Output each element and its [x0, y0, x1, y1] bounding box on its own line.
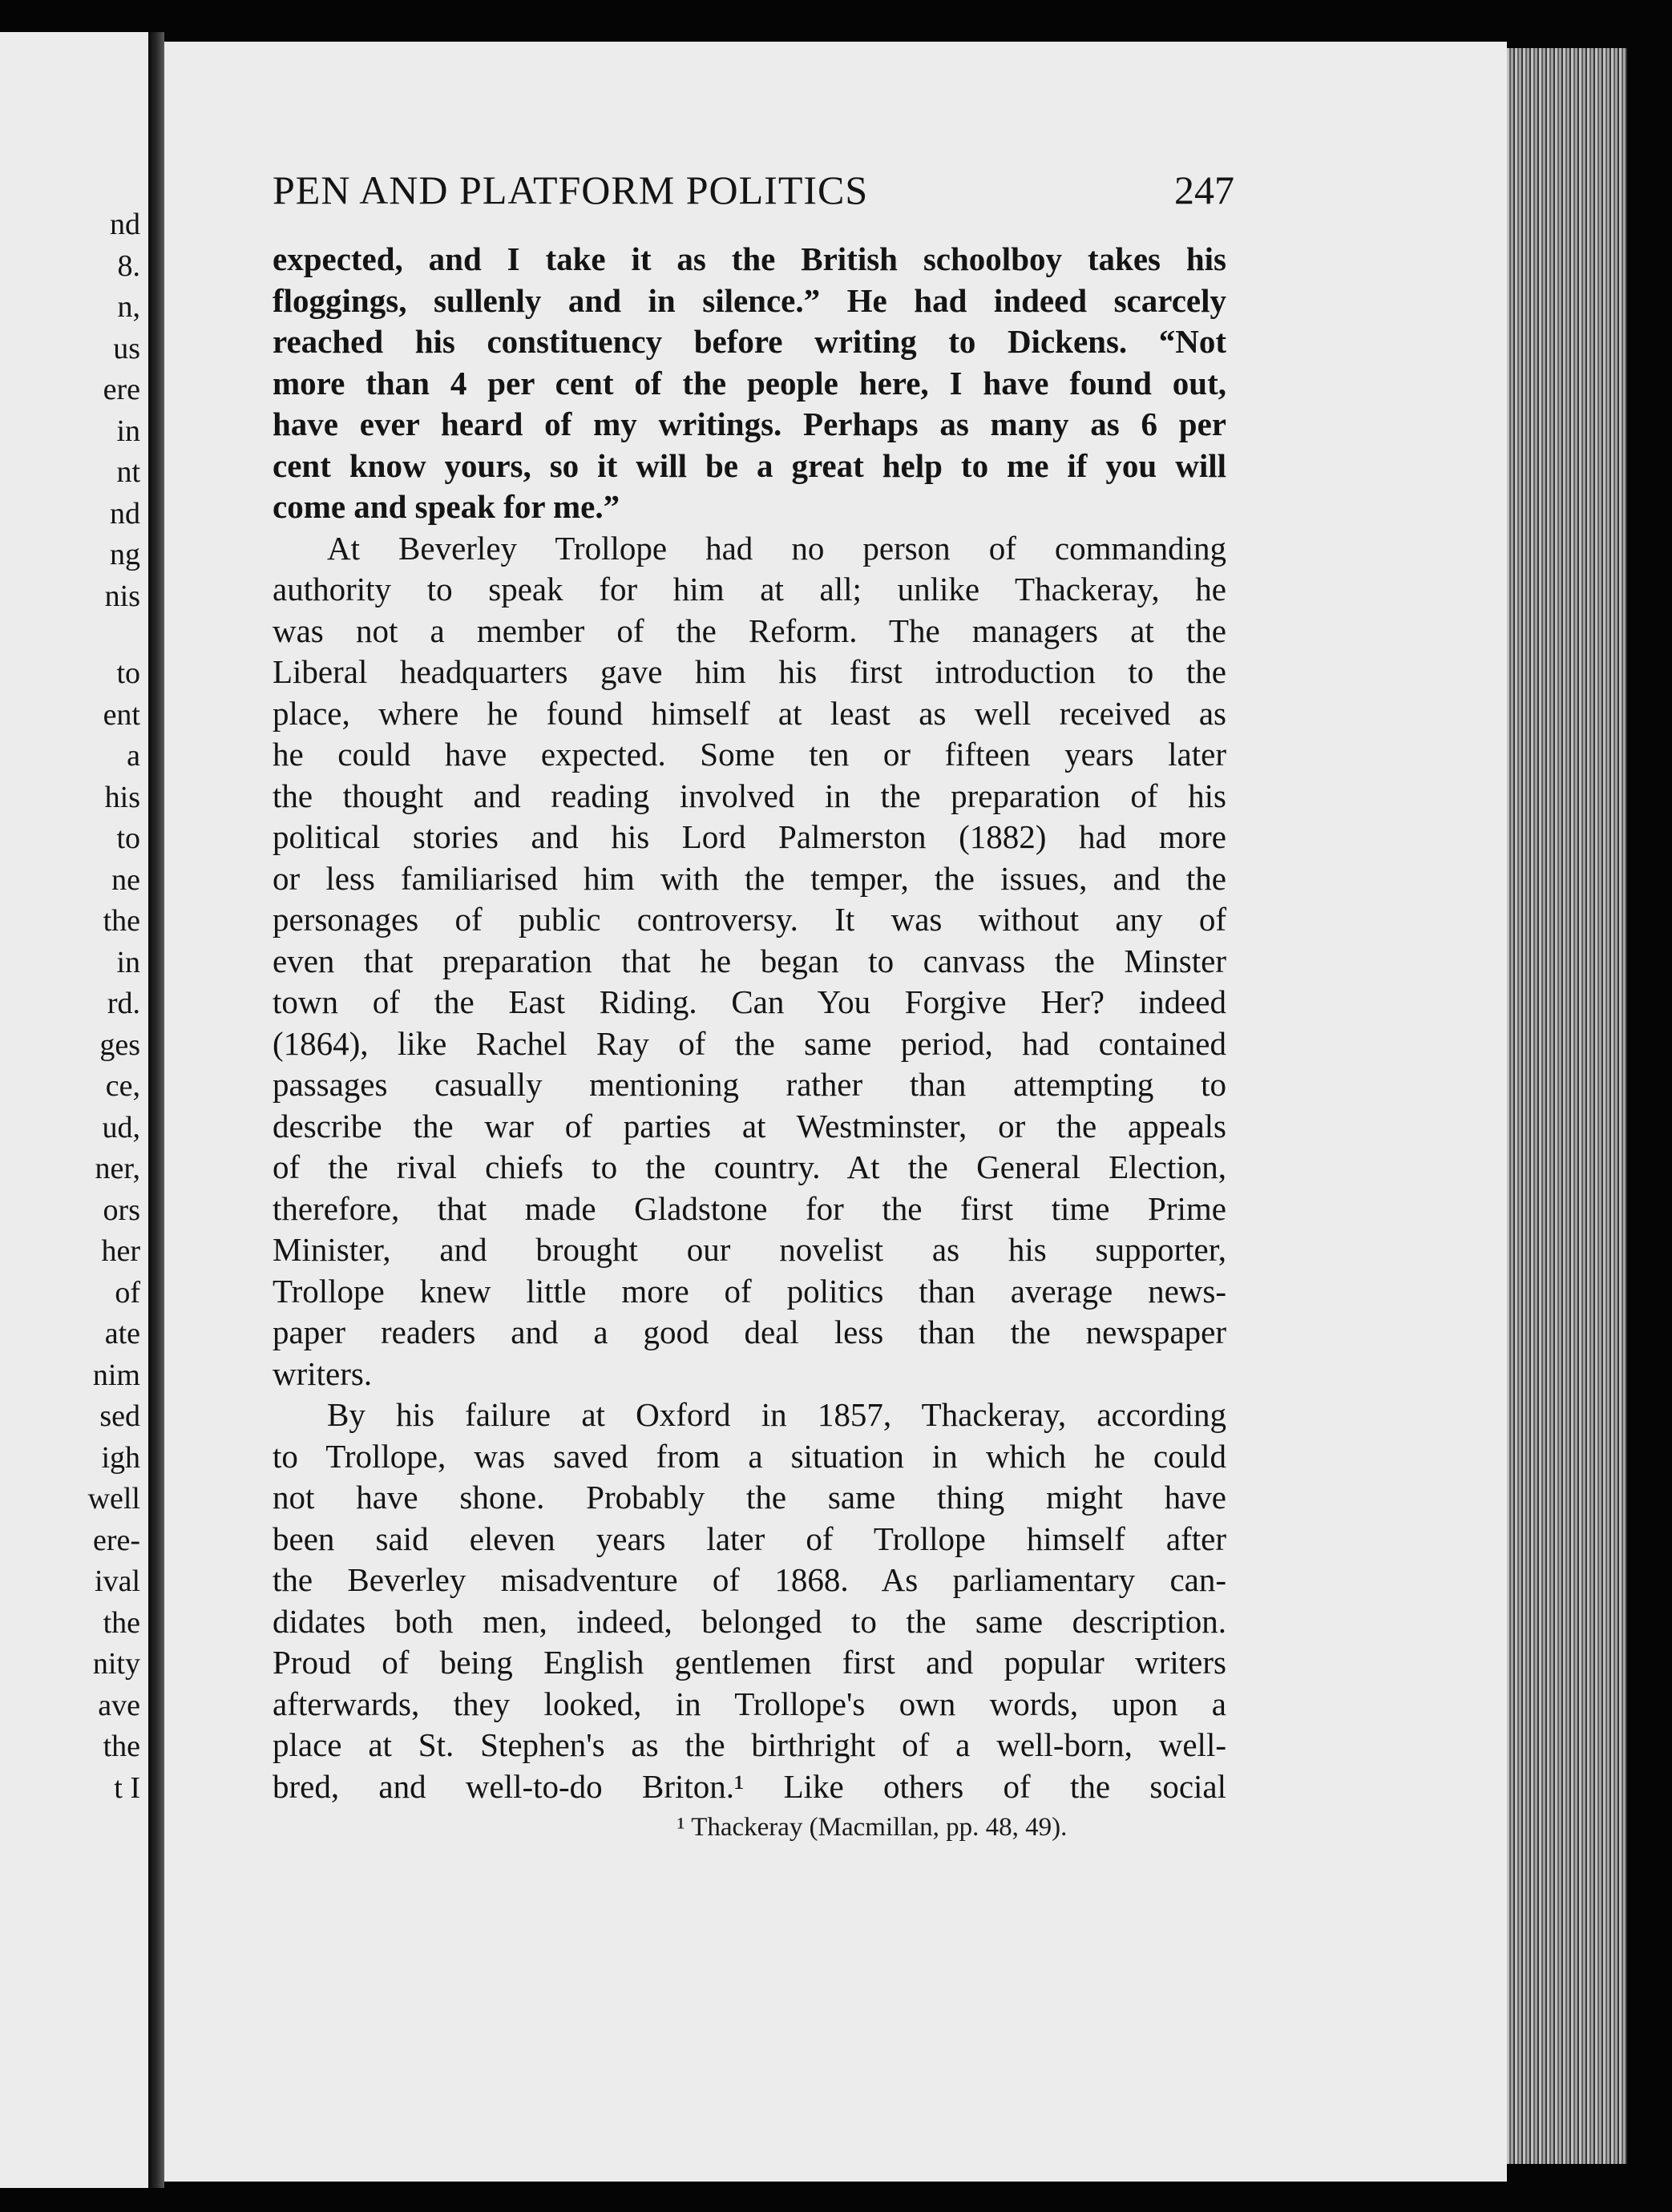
previous-page-fragment: nis: [104, 579, 140, 613]
text-line: By his failure at Oxford in 1857, Thackeray, according: [327, 1396, 1226, 1433]
book-gutter: [148, 32, 164, 2188]
text-line: personages of public controversy. It was without any of: [273, 901, 1226, 938]
previous-page-fragment: ate: [104, 1317, 140, 1350]
previous-page-fragment: ere: [103, 373, 140, 406]
previous-page-fragment: a: [127, 739, 140, 773]
page-number: 247: [1174, 168, 1234, 212]
text-line: didates both men, indeed, belonged to the same description.: [273, 1602, 1226, 1640]
text-line: afterwards, they looked, in Trollope's own words, upon a: [273, 1685, 1226, 1722]
text-line: not have shone. Probably the same thing might have: [273, 1479, 1226, 1516]
text-line: the thought and reading involved in the preparation of his: [273, 777, 1226, 814]
text-line: paper readers and a good deal less than the newspaper: [273, 1314, 1226, 1350]
page-edge-stack: [1507, 48, 1627, 2164]
running-title: PEN AND PLATFORM POLITICS: [273, 168, 869, 212]
previous-page-fragment: ival: [95, 1564, 140, 1598]
text-line: he could have expected. Some ten or fifteen years later: [273, 736, 1226, 773]
text-line: passages casually mentioning rather than attempting to: [273, 1066, 1226, 1103]
previous-page-fragment: well: [87, 1482, 140, 1516]
footnote: ¹ Thackeray (Macmillan, pp. 48, 49).: [676, 1813, 1068, 1842]
previous-page-fragment: us: [113, 331, 140, 365]
previous-page-fragment: ce,: [105, 1069, 140, 1103]
previous-page-fragment: to: [116, 821, 140, 855]
previous-page-fragment: ent: [103, 697, 140, 732]
text-line: floggings, sullenly and in silence.” He had indeed scarcely: [273, 281, 1226, 319]
previous-page-fragment: ner,: [95, 1152, 140, 1185]
text-line: therefore, that made Gladstone for the first time Prime: [273, 1189, 1226, 1227]
text-line: place, where he found himself at least as well received as: [273, 694, 1226, 732]
text-line: Proud of being English gentlemen first and popular writers: [273, 1644, 1226, 1681]
previous-page-fragment: in: [116, 945, 140, 979]
previous-page-fragment: n,: [117, 290, 140, 324]
previous-page-fragment: his: [104, 780, 140, 814]
previous-page-fragment: ere-: [92, 1523, 140, 1557]
previous-page-fragment: igh: [101, 1440, 140, 1475]
previous-page-fragment: in: [116, 414, 140, 448]
text-line: come and speak for me.”: [273, 488, 620, 525]
text-line: political stories and his Lord Palmerston (1882) had more: [273, 818, 1226, 855]
text-line: town of the East Riding. Can You Forgive Her? indeed: [273, 983, 1226, 1020]
text-line: been said eleven years later of Trollope himself after: [273, 1520, 1226, 1557]
text-line: Liberal headquarters gave him his first introduction to the: [273, 653, 1226, 690]
previous-page-fragment: nd: [110, 208, 140, 241]
text-line: have ever heard of my writings. Perhaps as many as 6 per: [273, 406, 1226, 442]
previous-page-fragment: of: [115, 1275, 140, 1310]
text-line: was not a member of the Reform. The managers at the: [273, 612, 1226, 649]
previous-page-fragment: nim: [92, 1358, 140, 1392]
text-line: cent know yours, so it will be a great help to me if you will: [273, 446, 1226, 484]
text-line: the Beverley misadventure of 1868. As parliamentary can-: [273, 1561, 1226, 1598]
previous-page-fragment: the: [103, 1730, 140, 1763]
previous-page-fragment: ave: [98, 1688, 140, 1722]
text-line: At Beverley Trollope had no person of commanding: [327, 529, 1226, 567]
previous-page-fragment: nt: [116, 455, 140, 489]
text-line: (1864), like Rachel Ray of the same period, had contained: [273, 1024, 1226, 1062]
text-line: writers.: [273, 1354, 373, 1392]
text-line: or less familiarised him with the temper, the issues, and the: [273, 859, 1226, 897]
text-line: Minister, and brought our novelist as his supporter,: [273, 1231, 1226, 1268]
previous-page-fragment: rd.: [107, 987, 140, 1020]
text-line: even that preparation that he began to canvass the Minster: [273, 942, 1226, 979]
previous-page-fragment: ges: [99, 1027, 140, 1062]
previous-page-fragment: her: [101, 1234, 140, 1268]
text-line: authority to speak for him at all; unlike Thackeray, he: [273, 571, 1226, 607]
text-line: reached his constituency before writing to Dickens. “Not: [273, 323, 1226, 360]
previous-page-fragment: ors: [103, 1193, 140, 1227]
body-text: [273, 239, 1226, 1807]
previous-page-fragment: to: [116, 656, 140, 690]
text-line: expected, and I take it as the British schoolboy takes his: [273, 240, 1226, 277]
previous-page-fragment: ud,: [102, 1110, 140, 1144]
text-line: more than 4 per cent of the people here, I have found out,: [273, 364, 1226, 402]
text-line: describe the war of parties at Westminster, or the appeals: [273, 1107, 1226, 1144]
text-line: bred, and well-to-do Briton.¹ Like others of the social: [273, 1767, 1226, 1805]
previous-page-fragment: nity: [92, 1647, 140, 1681]
text-line: to Trollope, was saved from a situation in which he could: [273, 1437, 1226, 1475]
previous-page-text-fragments: [0, 32, 148, 2188]
running-head: [273, 167, 1234, 213]
previous-page-fragment: t I: [114, 1770, 140, 1805]
text-line: place at St. Stephen's as the birthright of a well-born, well-: [273, 1726, 1226, 1763]
text-line: of the rival chiefs to the country. At the General Election,: [273, 1148, 1226, 1185]
previous-page-fragment: the: [103, 904, 140, 938]
previous-page-fragment: sed: [99, 1399, 140, 1433]
previous-page-fragment: nd: [110, 496, 140, 531]
previous-page-fragment: ne: [111, 862, 140, 897]
text-line: Trollope knew little more of politics than average news-: [273, 1272, 1226, 1310]
previous-page: [0, 32, 148, 2188]
previous-page-fragment: the: [103, 1605, 140, 1640]
previous-page-fragment: 8.: [117, 248, 140, 283]
previous-page-fragment: ng: [110, 538, 140, 571]
